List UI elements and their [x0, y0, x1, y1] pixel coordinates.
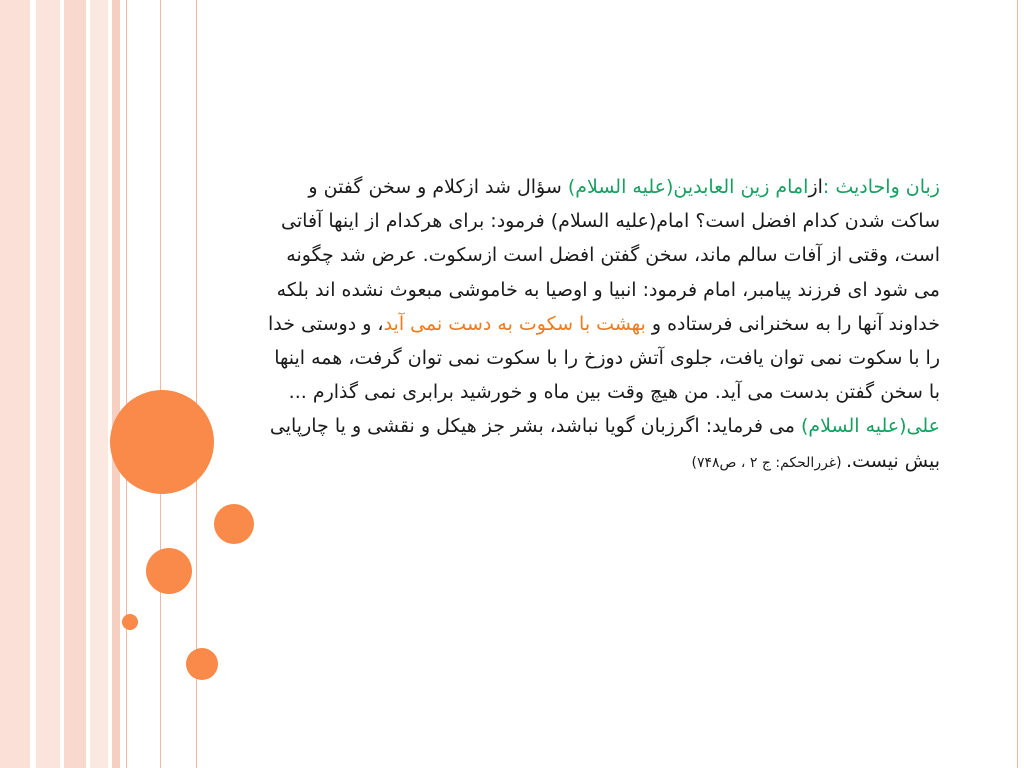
highlight-phrase: بهشت با سکوت به دست نمی آید [383, 312, 646, 335]
decor-circle [186, 648, 218, 680]
text-span: سؤال شد ازکلام و سخن گفتن و ساکت شدن کدام افضل است؟ امام(علیه السلام) فرمود: برای هرکدام از اینها آفاتی است، وقتی از آفات سالم ماند، سخن گفتن افضل است ازسکوت. عرض شد چگونه می شود ای فرزند پیامبر، امام فرمود: انبیا و اوصیا به خاموشی مبعوث نشده اند بلکه خداوند آنها را به سخنرانی فرستاده و [276, 176, 940, 335]
decor-circle-small [122, 614, 138, 630]
decor-line [160, 0, 161, 768]
citation: (غررالحکم: ج ۲ ، ص۷۴۸) [691, 454, 847, 471]
text-span: ، و دوستی خدا را با سکوت نمی توان یافت، جلوی آتش دوزخ را با سکوت نمی توان گرفت، همه اینها با سخن گفتن بدست می آید. من هیچ وقت بین ماه و خورشید برابری نمی گذارم ... [268, 312, 940, 404]
section-heading: زبان واحادیث : [822, 176, 940, 198]
decor-stripe [112, 0, 120, 768]
decor-stripe [36, 0, 60, 768]
quote-paragraph [260, 409, 940, 479]
text-span: می فرماید: اگرزبان گویا نباشد، بشر جز هیکل و نقشی و یا چارپایی بیش نیست. [269, 415, 940, 472]
decor-stripe [0, 0, 30, 768]
decor-circle-large [110, 390, 214, 494]
highlight-imam-name: امام زین العابدین(علیه السلام) [567, 176, 809, 198]
decor-circle [146, 548, 192, 594]
highlight-ali-name: علی(علیه السلام) [801, 415, 940, 438]
decor-stripe [64, 0, 86, 768]
decor-circle [214, 504, 254, 544]
hadith-paragraph [260, 170, 940, 409]
decor-stripe [90, 0, 108, 768]
decor-line [126, 0, 127, 768]
slide-text [260, 170, 940, 480]
text-span: از [808, 176, 823, 198]
